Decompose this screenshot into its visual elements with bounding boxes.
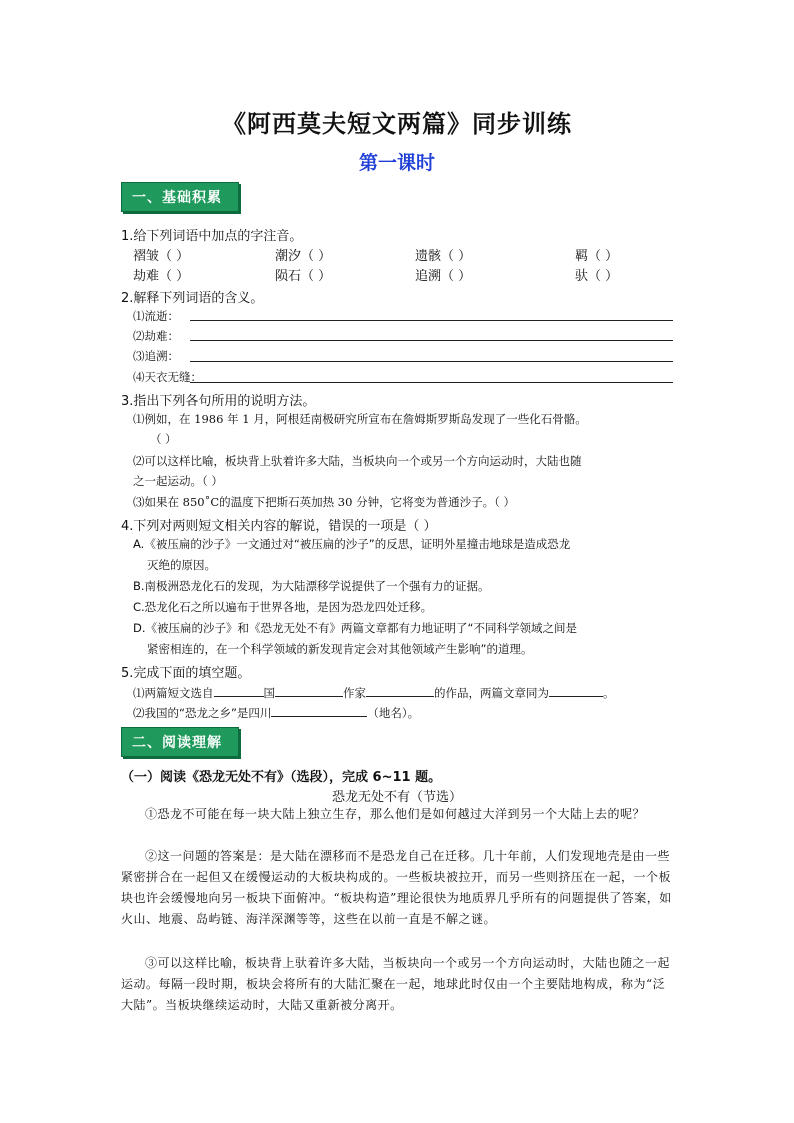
fill-in-line-2: [133, 704, 419, 721]
fill-text: （地名）。: [367, 706, 420, 720]
section-heading-reading: 二、阅读理解: [121, 727, 239, 757]
answer-line: [190, 340, 673, 341]
definition-label: ⑴流逝：: [133, 309, 179, 323]
question-3-sentence-2-cont: 之一起运动。（ ）: [133, 474, 223, 488]
answer-blank: （ ）: [150, 432, 177, 446]
reading-intro: （一）阅读《恐龙无处不有》（选段），完成 6~11 题。: [121, 770, 442, 785]
definition-label: ⑶追溯：: [133, 349, 179, 363]
option-a: A.《被压扁的沙子》一文通过对“被压扁的沙子”的反思，证明外星撞击地球是造成恐龙: [133, 537, 571, 551]
passage-paragraph-2: ②这一问题的答案是：是大陆在漂移而不是恐龙自己在迁移。几十年前，人们发现地壳是由一些紧密拼合在一起但又在缓慢运动的大板块构成的。一些板块被拉开，而另一些则挤压在一起，一个板块也许会缓慢地向另一板块下面俯冲。“板块构造”理论很快为地质界几乎所有的问题提供了答案，如火山、地震、岛屿链、海洋深渊等等，这些在以前一直是不解之谜。: [121, 849, 672, 926]
option-a-cont: 灭绝的原因。: [147, 558, 216, 572]
blank: [275, 684, 343, 697]
option-d: D.《被压扁的沙子》和《恐龙无处不有》两篇文章都有力地证明了“不同科学领域之间是: [133, 621, 577, 635]
question-1-stem: 1.给下列词语中加点的字注音。: [121, 229, 303, 244]
question-5-stem: 5.完成下面的填空题。: [121, 666, 251, 681]
fill-text: 作家: [343, 686, 366, 700]
answer-line: [190, 361, 673, 362]
option-c: C.恐龙化石之所以遍布于世界各地，是因为恐龙四处迁移。: [133, 600, 433, 614]
option-d-cont: 紧密相连的，在一个科学领域的新发现肯定会对其他领域产生影响”的道理。: [147, 642, 533, 656]
definition-label: ⑷天衣无缝：: [133, 370, 202, 384]
answer-line: [190, 320, 673, 321]
pinyin-item: 羁（ ）: [575, 249, 619, 264]
question-3-sentence-3: ⑶如果在 850˚C的温度下把斯石英加热 30 分钟，它将变为普通沙子。（ ）: [133, 495, 516, 509]
passage-paragraph-1: ①恐龙不可能在每一块大陆上独立生存，那么他们是如何越过大洋到另一个大陆上去的呢？: [145, 807, 646, 821]
pinyin-item: 追溯（ ）: [415, 269, 472, 284]
pinyin-item: 遗骸（ ）: [415, 249, 472, 264]
blank: [271, 704, 367, 717]
pinyin-item: 劫难（ ）: [133, 269, 190, 284]
fill-in-line-1: [133, 684, 615, 701]
passage-title: 恐龙无处不有（节选）: [331, 790, 462, 805]
question-3-stem: 3.指出下列各句所用的说明方法。: [121, 394, 316, 409]
page-subtitle: 第一课时: [358, 152, 435, 174]
fill-text: ⑴两篇短文选自: [133, 686, 214, 700]
fill-text: 的作品，两篇文章同为: [434, 686, 549, 700]
question-4-stem: 4.下列对两则短文相关内容的解说，错误的一项是（ ）: [121, 519, 437, 534]
pinyin-item: 潮汐（ ）: [275, 249, 332, 264]
option-b: B.南极洲恐龙化石的发现，为大陆漂移学说提供了一个强有力的证据。: [133, 579, 490, 593]
blank: [366, 684, 434, 697]
question-3-sentence-2: ⑵可以这样比喻，板块背上驮着许多大陆，当板块向一个或另一个方向运动时，大陆也随: [133, 454, 582, 468]
fill-text: ⑵我国的“恐龙之乡”是四川: [133, 706, 272, 720]
pinyin-item: 褶皱（ ）: [133, 249, 190, 264]
pinyin-item: 陨石（ ）: [275, 269, 332, 284]
blank: [549, 684, 603, 697]
definition-label: ⑵劫难：: [133, 329, 179, 343]
fill-text: 国: [263, 686, 275, 700]
section-heading-basics: 一、基础积累: [121, 182, 239, 212]
blank: [214, 684, 264, 697]
fill-text: 。: [603, 686, 615, 700]
passage-paragraph-3: ③可以这样比喻，板块背上驮着许多大陆，当板块向一个或另一个方向运动时，大陆也随之一起运动。每隔一段时期，板块会将所有的大陆汇聚在一起，地球此时仅由一个主要陆地构成，称为“泛大陆”。当板块继续运动时，大陆又重新被分离开。: [121, 956, 671, 1012]
question-3-sentence-1: ⑴例如，在 1986 年 1 月，阿根廷南极研究所宣布在詹姆斯罗斯岛发现了一些化石骨骼。: [133, 412, 587, 426]
page-title: 《阿西莫夫短文两篇》同步训练: [222, 110, 572, 138]
question-2-stem: 2.解释下列词语的含义。: [121, 291, 264, 306]
answer-line: [190, 382, 673, 383]
pinyin-item: 驮（ ）: [575, 269, 619, 284]
